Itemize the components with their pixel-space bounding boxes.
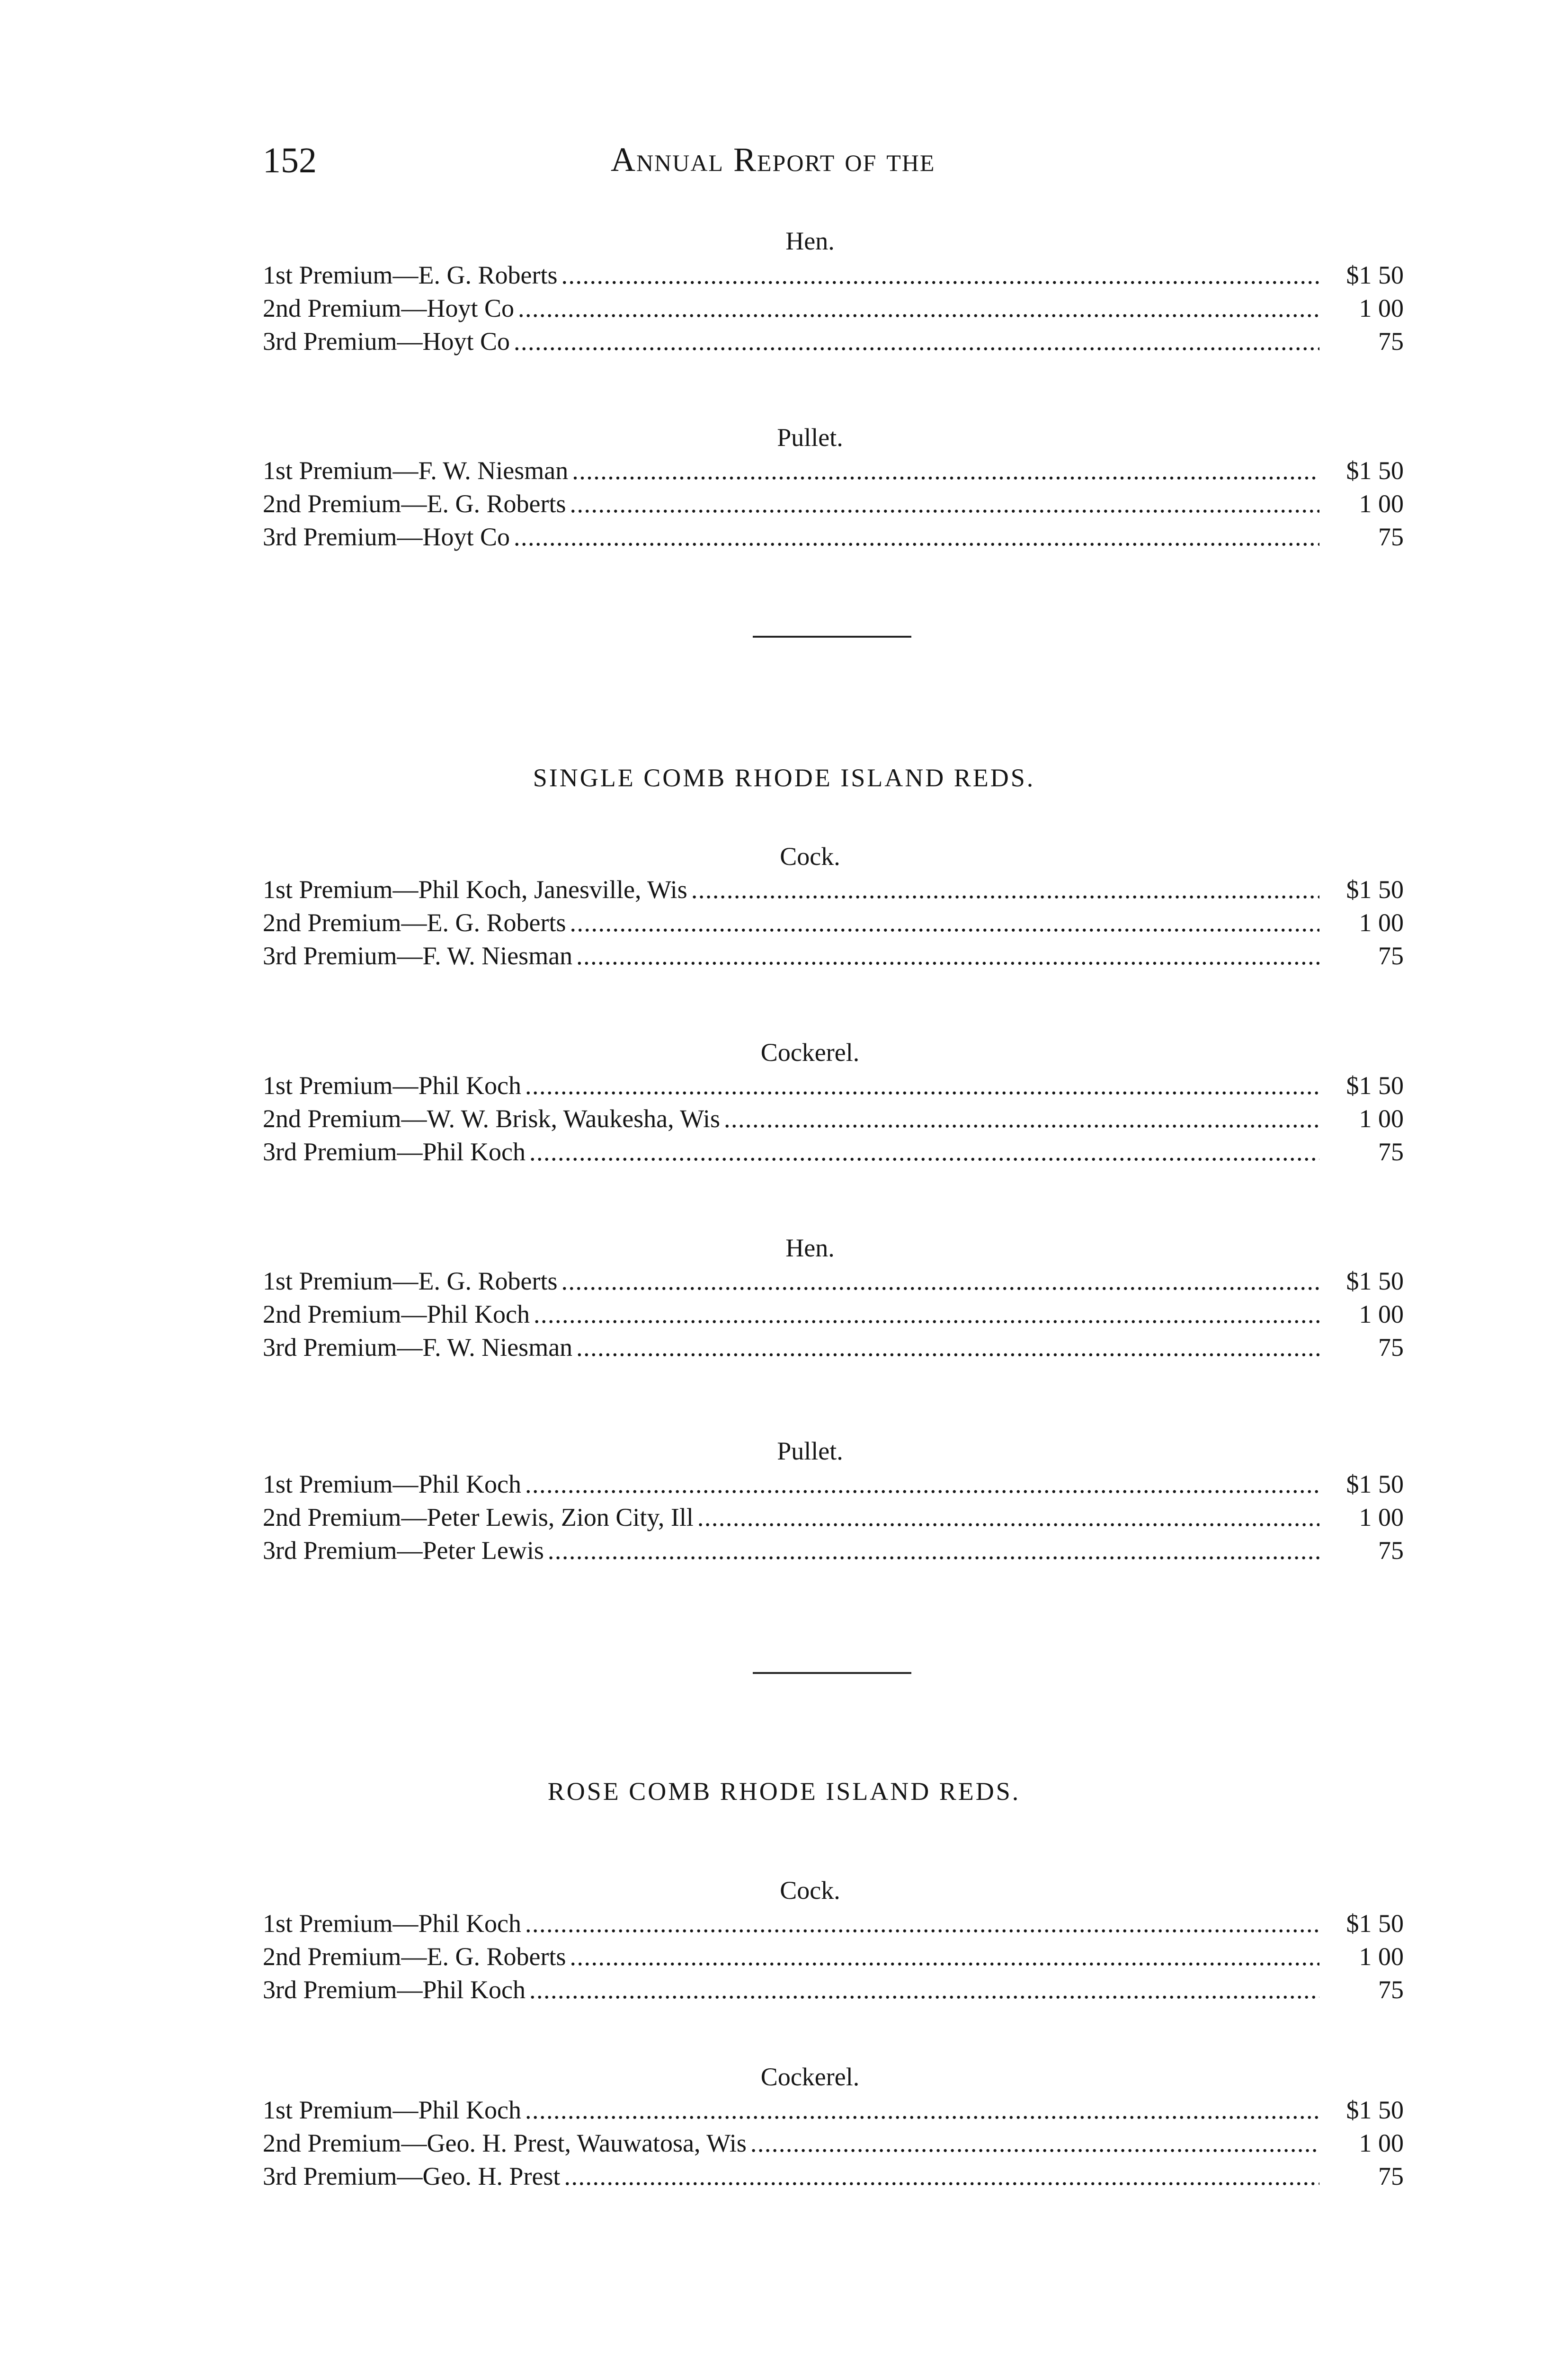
premium-entry: 2nd Premium—E. G. Roberts . . . 1 00 bbox=[263, 908, 1404, 941]
premium-entry: 1st Premium—E. G. Roberts . . . $1 50 bbox=[263, 260, 1404, 294]
premium-entry: 1st Premium—F. W. Niesman . . . $1 50 bbox=[263, 456, 1404, 489]
premium-entry: 1st Premium—Phil Koch, Janesville, Wis . . . $1 50 bbox=[263, 875, 1404, 908]
section-divider bbox=[753, 636, 911, 638]
premium-entry: 3rd Premium—Peter Lewis . . . 75 bbox=[263, 1536, 1404, 1569]
premium-entry: 1st Premium—Phil Koch . . . $1 50 bbox=[263, 1071, 1404, 1104]
entry-list bbox=[263, 456, 1404, 555]
premium-entry: 2nd Premium—W. W. Brisk, Waukesha, Wis . . . 1 00 bbox=[263, 1104, 1404, 1137]
premium-entry: 3rd Premium—Hoyt Co . . . 75 bbox=[263, 522, 1404, 555]
page-number: 152 bbox=[263, 141, 317, 180]
subhead-hen: Hen. bbox=[785, 1234, 835, 1262]
premium-entry: 1st Premium—Phil Koch . . . $1 50 bbox=[263, 1909, 1404, 1942]
entry-list bbox=[263, 1909, 1404, 2008]
premium-entry: 2nd Premium—E. G. Roberts . . . 1 00 bbox=[263, 1942, 1404, 1975]
premium-entry: 3rd Premium—Phil Koch . . . 75 bbox=[263, 1137, 1404, 1170]
subhead-pullet: Pullet. bbox=[777, 423, 843, 452]
entry-list bbox=[263, 875, 1404, 974]
premium-entry: 1st Premium—Phil Koch . . . $1 50 bbox=[263, 1469, 1404, 1503]
premium-entry: 2nd Premium—Phil Koch . . . 1 00 bbox=[263, 1299, 1404, 1333]
entry-list bbox=[263, 1266, 1404, 1366]
premium-entry: 2nd Premium—Peter Lewis, Zion City, Ill . . . 1 00 bbox=[263, 1503, 1404, 1536]
section-title: SINGLE COMB RHODE ISLAND REDS. bbox=[533, 764, 1035, 792]
premium-entry: 3rd Premium—Hoyt Co . . . 75 bbox=[263, 327, 1404, 360]
entry-list bbox=[263, 2095, 1404, 2195]
premium-entry: 3rd Premium—F. W. Niesman . . . 75 bbox=[263, 941, 1404, 974]
premium-entry: 3rd Premium—Phil Koch . . . 75 bbox=[263, 1975, 1404, 2008]
subhead-cock: Cock. bbox=[780, 1876, 840, 1904]
entry-list bbox=[263, 1469, 1404, 1569]
premium-entry: 1st Premium—Phil Koch . . . $1 50 bbox=[263, 2095, 1404, 2128]
premium-entry: 2nd Premium—E. G. Roberts . . . 1 00 bbox=[263, 489, 1404, 522]
running-title: Annual Report of the bbox=[611, 141, 935, 178]
entry-list bbox=[263, 260, 1404, 360]
subhead-pullet: Pullet. bbox=[777, 1437, 843, 1465]
section-divider bbox=[753, 1672, 911, 1674]
premium-entry: 2nd Premium—Hoyt Co . . . 1 00 bbox=[263, 294, 1404, 327]
page-header bbox=[0, 140, 1568, 187]
premium-entry: 2nd Premium—Geo. H. Prest, Wauwatosa, Wis . . . 1 00 bbox=[263, 2128, 1404, 2162]
entry-list bbox=[263, 1071, 1404, 1170]
subhead-cockerel: Cockerel. bbox=[760, 1038, 860, 1067]
section-title: ROSE COMB RHODE ISLAND REDS. bbox=[547, 1777, 1021, 1806]
premium-entry: 3rd Premium—F. W. Niesman . . . 75 bbox=[263, 1333, 1404, 1366]
premium-entry: 1st Premium—E. G. Roberts . . . $1 50 bbox=[263, 1266, 1404, 1299]
premium-entry: 3rd Premium—Geo. H. Prest . . . 75 bbox=[263, 2162, 1404, 2195]
subhead-hen: Hen. bbox=[785, 227, 835, 255]
subhead-cock: Cock. bbox=[780, 842, 840, 871]
subhead-cockerel: Cockerel. bbox=[760, 2063, 860, 2091]
